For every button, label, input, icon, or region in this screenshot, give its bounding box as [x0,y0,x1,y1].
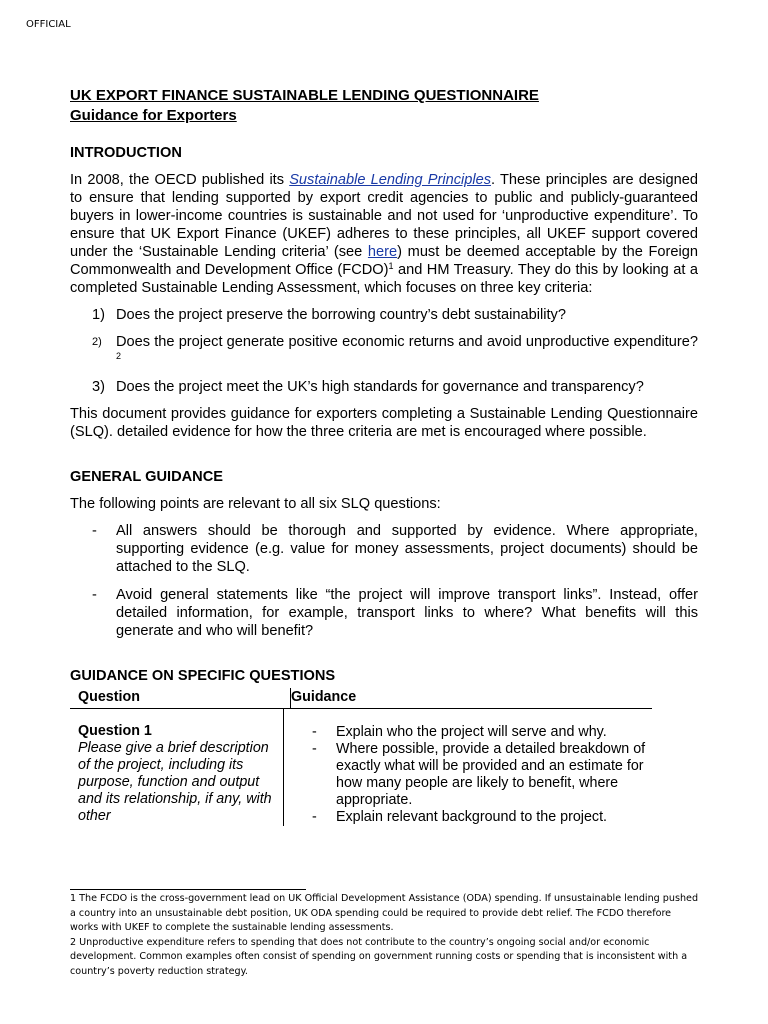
intro-text-d: and HM Treasury. They do this by looking at a completed Sustainable Lending Assessment, which focuses on three key criteria: [70,262,699,296]
intro-text-a: In 2008, the OECD published its [70,172,290,188]
document-body [70,86,698,826]
guidance-cell [283,709,652,826]
criteria-item: 3) Does the project meet the UK’s high standards for governance and transparency? [92,379,644,395]
criteria-item: 1) Does the project preserve the borrowing country’s debt sustainability? [92,307,566,323]
document-subtitle: Guidance for Exporters [70,107,237,124]
question-cell [70,709,283,826]
intro-heading: INTRODUCTION [70,145,182,161]
intro-paragraph-2: This document provides guidance for exporters completing a Sustainable Lending Questionnaire (SLQ). detailed evidence for how the three criteria are met is encouraged where possible. [70,406,698,440]
question-title: Question 1 [78,723,152,739]
question-text: Please give a brief description of the project, including its purpose, function and output and its relationship, if any, with other [78,740,272,824]
footnote-ref-2: 2 [116,351,122,361]
general-list [70,522,698,640]
criteria-item: 2) Does the project generate positive economic returns and avoid unproductive expenditure?$^2$ [92,334,698,361]
general-lead: The following points are relevant to all six SLQ questions: [70,496,441,512]
intro-paragraph [70,171,698,297]
document-title: UK EXPORT FINANCE SUSTAINABLE LENDING QUESTIONNAIRE [70,87,539,104]
guidance-item: - Explain relevant background to the project. [312,809,608,825]
general-item: - Avoid general statements like “the project will improve transport links”. Instead, offer detailed information, for example, transport links to where? What benefits will this generate and who will benefit? [92,587,698,639]
criteria-list [70,306,698,396]
footnote-ref-1: 1 [388,261,394,271]
footnote-2: 2 Unproductive expenditure refers to spending that does not contribute to the country’s ongoing social and/or economic development. Common examples often consist of spending on government running costs or spending that is inconsistent with a country’s poverty reduction strategy. [70,936,688,977]
table-header [70,688,652,709]
table-row [70,709,652,826]
column-header-question: Question [78,689,140,705]
specific-heading: GUIDANCE ON SPECIFIC QUESTIONS [70,668,336,684]
intro-text-c: ) must be deemed acceptable by the Foreign Commonwealth and Development Office (FCDO) [70,244,698,278]
intro-text-b: . These principles are designed to ensure that lending supported by export credit agencies to public and publicly-guaranteed buyers in lower-income countries is sustainable and not used for ‘unproductive expenditure’. To ensure that UK Export Finance (UKEF) adheres to these principles, all UKEF support covered under the ‘Sustainable Lending criteria’ (see [70,172,698,260]
sustainable-lending-principles-link[interactable]: Sustainable Lending Principles [289,172,492,188]
general-item: - All answers should be thorough and supported by evidence. Where appropriate, supporting evidence (e.g. value for money assessments, project documents) should be attached to the SLQ. [92,523,698,575]
column-header-guidance: Guidance [291,689,357,705]
footnote-1: 1 The FCDO is the cross-government lead on UK Official Development Assistance (ODA) spending. If unsustainable lending pushed a country into an unsustainable debt position, UK ODA spending could be required to provide debt relief. The FCDO therefore works with UKEF to complete the sustainable lending assessments. [70,893,699,933]
footnote-separator [70,889,306,890]
guidance-item: - Where possible, provide a detailed breakdown of exactly what will be provided and an estimate for how many people are likely to benefit, where appropriate. [312,741,646,808]
footnotes [70,892,700,979]
table-divider [290,688,291,708]
here-link[interactable]: here [367,244,398,260]
guidance-list [292,724,652,826]
classification-label: OFFICIAL [26,19,71,30]
guidance-item: - Explain who the project will serve and why. [312,724,607,740]
guidance-table [70,688,652,826]
general-heading: GENERAL GUIDANCE [70,469,223,485]
